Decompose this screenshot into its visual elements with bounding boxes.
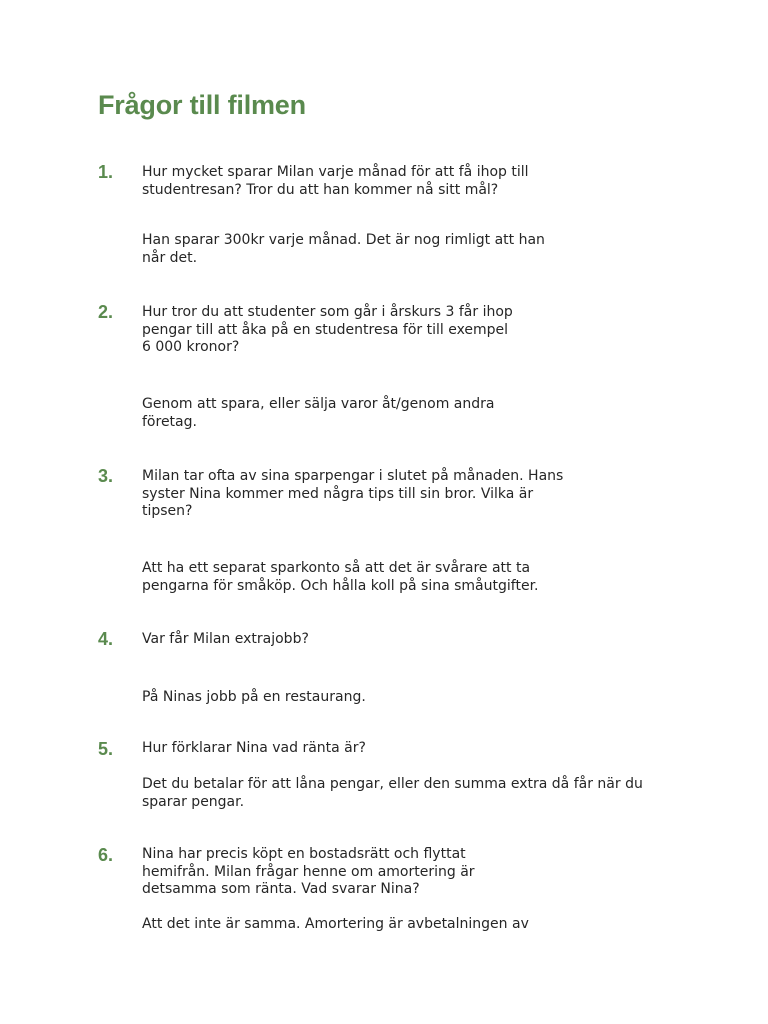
- answer-text: Att ha ett separat sparkonto så att det är svårare att ta pengarna för småköp. Och hålla koll på sina småutgifter.: [142, 560, 539, 594]
- answer-text: Att det inte är samma. Amortering är avbetalningen av: [142, 916, 529, 932]
- question-text: Var får Milan extrajobb?: [142, 631, 309, 647]
- answer-text: Genom att spara, eller sälja varor åt/genom andra företag.: [142, 396, 495, 430]
- question-text: Nina har precis köpt en bostadsrätt och flyttat hemifrån. Milan frågar henne om amortering är detsamma som ränta. Vad svarar Nina?: [142, 846, 475, 897]
- question-text: Milan tar ofta av sina sparpengar i slutet på månaden. Hans syster Nina kommer med några tips till sin bror. Vilka är tipsen?: [142, 468, 564, 519]
- answer-text: Det du betalar för att låna pengar, eller den summa extra då får när du sparar pengar.: [142, 776, 643, 810]
- question-text: Hur mycket sparar Milan varje månad för att få ihop till studentresan? Tror du att han kommer nå sitt mål?: [142, 164, 529, 198]
- question-number: 2.: [98, 302, 114, 322]
- question-number: 5.: [98, 739, 114, 759]
- question-number: 3.: [98, 466, 114, 486]
- question-number: 1.: [98, 162, 114, 182]
- question-text: Hur tror du att studenter som går i årskurs 3 får ihop pengar till att åka på en studentresa för till exempel 6 000 kronor?: [142, 304, 513, 355]
- question-number: 4.: [98, 629, 114, 649]
- question-number: 6.: [98, 845, 114, 865]
- answer-text: På Ninas jobb på en restaurang.: [142, 689, 366, 705]
- question-text: Hur förklarar Nina vad ränta är?: [142, 740, 366, 756]
- answer-text: Han sparar 300kr varje månad. Det är nog rimligt att han når det.: [142, 232, 545, 266]
- page-title: Frågor till filmen: [98, 90, 306, 120]
